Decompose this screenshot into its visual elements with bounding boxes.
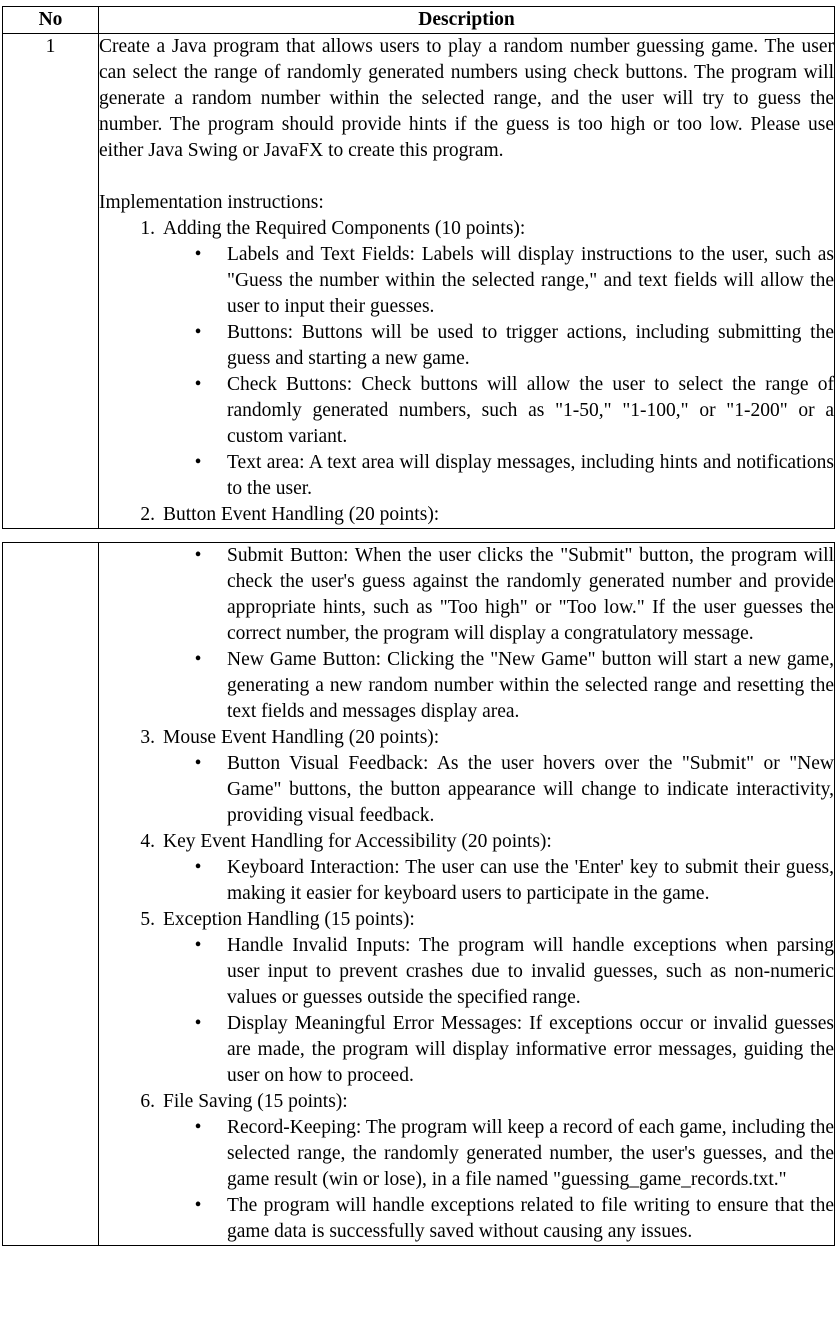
bullet-icon: • bbox=[194, 545, 202, 566]
section-number: 3. bbox=[140, 727, 155, 748]
header-description: Description bbox=[99, 7, 835, 34]
bullet-list bbox=[99, 855, 834, 907]
section-number: 1. bbox=[140, 218, 155, 239]
bullet-icon: • bbox=[194, 322, 202, 343]
bullet-icon: • bbox=[194, 1013, 202, 1034]
bullet-item: • Submit Button: When the user clicks the "Submit" button, the program will check the user's guess against the randomly generated number and provide appropriate hints, such as "Too high" or "Too low." If the user guesses the correct number, the program will display a congratulatory message. bbox=[194, 545, 834, 644]
bullet-item: • The program will handle exceptions related to file writing to ensure that the game data is successfully saved without causing any issues. bbox=[194, 1195, 834, 1242]
bullet-list bbox=[99, 242, 834, 502]
bullet-item: • Handle Invalid Inputs: The program will handle exceptions when parsing user input to prevent crashes due to invalid guesses, such as non-numeric values or guesses outside the specified range. bbox=[194, 935, 834, 1008]
row-description bbox=[99, 34, 835, 529]
bullet-item: • Record-Keeping: The program will keep a record of each game, including the selected range, the randomly generated number, the user's guesses, and the game result (win or lose), in a file named "guessing_game_records.txt." bbox=[194, 1117, 834, 1190]
instructions-heading: Implementation instructions: bbox=[99, 192, 324, 213]
row-number-empty bbox=[3, 543, 99, 1246]
bullet-item: • Buttons: Buttons will be used to trigger actions, including submitting the guess and starting a new game. bbox=[194, 322, 834, 369]
section-item bbox=[99, 907, 834, 933]
bullet-item: • Labels and Text Fields: Labels will display instructions to the user, such as "Guess the number within the selected range," and text fields will allow the user to input their guesses. bbox=[194, 244, 834, 317]
table-row bbox=[3, 34, 835, 529]
bullet-item: • Text area: A text area will display messages, including hints and notifications to the user. bbox=[194, 452, 834, 499]
section-item bbox=[99, 829, 834, 855]
bullet-icon: • bbox=[194, 452, 202, 473]
bullet-list bbox=[99, 543, 834, 725]
section-number: 6. bbox=[140, 1091, 155, 1112]
bullet-item: • Check Buttons: Check buttons will allow the user to select the range of randomly generated numbers, such as "1-50," "1-100," or "1-200" or a custom variant. bbox=[194, 374, 834, 447]
section-title: Button Event Handling (20 points): bbox=[163, 504, 440, 525]
section-number: 5. bbox=[140, 909, 155, 930]
assignment-table-part-1 bbox=[2, 6, 835, 529]
bullet-item: • New Game Button: Clicking the "New Game" button will start a new game, generating a new random number within the selected range and resetting the text fields and messages display area. bbox=[194, 649, 834, 722]
section-item bbox=[99, 216, 834, 242]
section-number: 2. bbox=[140, 504, 155, 525]
bullet-item: • Button Visual Feedback: As the user hovers over the "Submit" or "New Game" buttons, the button appearance will change to indicate interactivity, providing visual feedback. bbox=[194, 753, 834, 826]
section-title: Adding the Required Components (10 points): bbox=[163, 218, 526, 239]
section-title: Exception Handling (15 points): bbox=[163, 909, 415, 930]
section-item bbox=[99, 725, 834, 751]
bullet-icon: • bbox=[194, 935, 202, 956]
bullet-list bbox=[99, 933, 834, 1089]
section-title: File Saving (15 points): bbox=[163, 1091, 348, 1112]
bullet-list bbox=[99, 751, 834, 829]
intro-paragraph: Create a Java program that allows users to play a random number guessing game. The user can select the range of randomly generated numbers using check buttons. The program will generate a random number within the selected range, and the user will try to guess the number. The program should provide hints if the guess is too high or too low. Please use either Java Swing or JavaFX to create this program. bbox=[99, 36, 834, 161]
section-item bbox=[99, 502, 834, 528]
row-number: 1 bbox=[3, 34, 99, 529]
bullet-icon: • bbox=[194, 374, 202, 395]
assignment-table-part-2 bbox=[2, 542, 835, 1246]
section-item bbox=[99, 1089, 834, 1115]
row-description-continued bbox=[99, 543, 835, 1246]
bullet-icon: • bbox=[194, 649, 202, 670]
section-title: Key Event Handling for Accessibility (20 points): bbox=[163, 831, 552, 852]
bullet-icon: • bbox=[194, 1195, 202, 1216]
bullet-item: • Display Meaningful Error Messages: If exceptions occur or invalid guesses are made, the program will display informative error messages, guiding the user on how to proceed. bbox=[194, 1013, 834, 1086]
bullet-list bbox=[99, 1115, 834, 1245]
header-no: No bbox=[3, 7, 99, 34]
section-title: Mouse Event Handling (20 points): bbox=[163, 727, 440, 748]
bullet-icon: • bbox=[194, 244, 202, 265]
bullet-icon: • bbox=[194, 1117, 202, 1138]
bullet-item: • Keyboard Interaction: The user can use the 'Enter' key to submit their guess, making it easier for keyboard users to participate in the game. bbox=[194, 857, 834, 904]
bullet-icon: • bbox=[194, 857, 202, 878]
table-row bbox=[3, 543, 835, 1246]
table-header-row bbox=[3, 7, 835, 34]
bullet-icon: • bbox=[194, 753, 202, 774]
section-number: 4. bbox=[140, 831, 155, 852]
